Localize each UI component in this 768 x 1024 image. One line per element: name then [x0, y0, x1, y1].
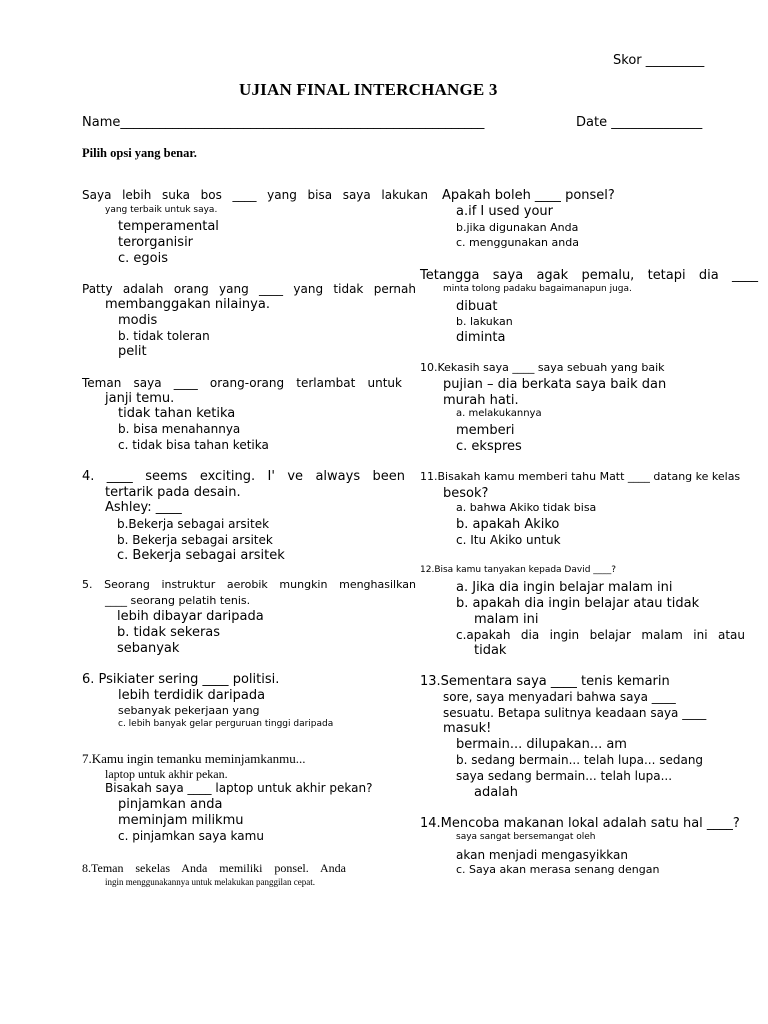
question-4-text: 4. ____ seems exciting. I' ve always been [82, 469, 405, 484]
question-5-option-b: b. tidak sekeras [117, 625, 221, 640]
question-3-option-c: c. tidak bisa tahan ketika [118, 438, 269, 452]
question-2-text: Patty adalah orang yang ____ yang tidak pernah [82, 282, 416, 296]
question-13-text: 13.Sementara saya ____ tenis kemarin [420, 674, 670, 689]
question-1-text: Saya lebih suka bos ____ yang bisa saya lakukan [82, 188, 428, 202]
question-9-option-a: dibuat [456, 299, 498, 314]
question-13-option-a: bermain... dilupakan... am [456, 737, 627, 752]
question-11-option-c: c. Itu Akiko untuk [456, 533, 561, 547]
question-3-option-b: b. bisa menahannya [118, 422, 241, 436]
question-12-option-b-cont: malam ini [474, 612, 539, 627]
question-3-text-cont: janji temu. [105, 391, 175, 406]
question-5-text-cont: ____ seorang pelatih tenis. [105, 594, 251, 607]
question-7-option-c: c. pinjamkan saya kamu [118, 829, 264, 843]
question-8-option-b: b.jika digunakan Anda [456, 221, 579, 234]
question-10-text-cont-2: murah hati. [443, 393, 519, 408]
question-4-speaker: Ashley: ____ [105, 500, 182, 515]
question-3-option-a: tidak tahan ketika [118, 406, 236, 421]
question-1-option-b: terorganisir [118, 235, 194, 250]
question-10-text: 10.Kekasih saya ____ saya sebuah yang baik [420, 361, 665, 374]
question-14-option-c: c. Saya akan merasa senang dengan [456, 863, 660, 876]
question-11-option-b: b. apakah Akiko [456, 517, 560, 532]
question-7-option-a: pinjamkan anda [118, 797, 223, 812]
question-11-text: 11.Bisakah kamu memberi tahu Matt ____ datang ke kelas [420, 470, 741, 483]
question-12-option-b: b. apakah dia ingin belajar atau tidak [456, 596, 700, 611]
question-1-option-c: c. egois [118, 251, 169, 266]
question-9-option-c: diminta [456, 330, 506, 345]
question-14-option-b: akan menjadi mengasyikkan [456, 848, 628, 862]
question-2-option-c: pelit [118, 344, 147, 359]
question-5-option-c: sebanyak [117, 641, 180, 656]
question-6-option-b: sebanyak pekerjaan yang [118, 704, 260, 717]
question-4-option-a: b.Bekerja sebagai arsitek [117, 517, 270, 531]
question-1-text-cont: yang terbaik untuk saya. [105, 205, 218, 215]
question-14-text: 14.Mencoba makanan lokal adalah satu hal ____? [420, 816, 740, 831]
question-9-option-b: b. lakukan [456, 315, 513, 328]
question-11-text-cont: besok? [443, 486, 489, 501]
score-label: Skor _________ [613, 53, 705, 68]
question-8-question: Apakah boleh ____ ponsel? [442, 188, 615, 203]
question-13-text-cont: sore, saya menyadari bahwa saya ____ [443, 690, 676, 704]
question-4-text-cont: tertarik pada desain. [105, 485, 241, 500]
question-12-option-a: a. Jika dia ingin belajar malam ini [456, 580, 673, 595]
question-7-question: Bisakah saya ____ laptop untuk akhir pekan? [105, 781, 373, 795]
question-13-option-b-cont: saya sedang bermain... telah lupa... [456, 769, 673, 783]
question-6-option-c: c. lebih banyak gelar perguruan tinggi daripada [118, 719, 334, 729]
question-2-option-b: b. tidak toleran [118, 329, 210, 343]
question-11-option-a: a. bahwa Akiko tidak bisa [456, 501, 597, 514]
question-5-option-a: lebih dibayar daripada [117, 609, 264, 624]
name-field-label: Name________________________________________________________ [82, 115, 485, 130]
question-7-option-b: meminjam milikmu [118, 813, 244, 828]
question-8-option-c: c. menggunakan anda [456, 236, 579, 249]
question-7-text: 7.Kamu ingin temanku meminjamkanmu... [82, 751, 306, 766]
question-9-text-cont: minta tolong padaku bagaimanapun juga. [443, 284, 632, 294]
question-10-option-a: a. melakukannya [456, 408, 542, 419]
question-5-text: 5. Seorang instruktur aerobik mungkin menghasilkan [82, 578, 416, 591]
question-14-option-a: saya sangat bersemangat oleh [456, 832, 596, 842]
question-8-text-cont: ingin menggunakannya untuk melakukan panggilan cepat. [105, 877, 315, 887]
question-9-text: Tetangga saya agak pemalu, tetapi dia ____ [420, 268, 758, 283]
question-13-text-cont-3: masuk! [443, 721, 492, 736]
question-10-option-c: c. ekspres [456, 439, 522, 454]
question-7-text-cont: laptop untuk akhir pekan. [105, 767, 228, 781]
question-10-option-b: memberi [456, 423, 515, 438]
question-12-option-c-cont: tidak [474, 643, 507, 658]
question-10-text-cont: pujian – dia berkata saya baik dan [443, 377, 667, 392]
question-13-option-c: adalah [474, 785, 519, 800]
question-4-option-c: c. Bekerja sebagai arsitek [117, 548, 285, 563]
question-6-option-a: lebih terdidik daripada [118, 688, 266, 703]
question-13-text-cont-2: sesuatu. Betapa sulitnya keadaan saya ____ [443, 706, 707, 720]
question-2-option-a: modis [118, 313, 158, 328]
question-12-option-c: c.apakah dia ingin belajar malam ini atau [456, 628, 745, 642]
instruction-text: Pilih opsi yang benar. [82, 146, 197, 160]
question-12-text: 12.Bisa kamu tanyakan kepada David ____? [420, 565, 617, 575]
question-2-text-cont: membanggakan nilainya. [105, 297, 270, 312]
question-6-text: 6. Psikiater sering ____ politisi. [82, 672, 280, 687]
question-8-option-a: a.if I used your [456, 204, 554, 219]
date-field-label: Date ______________ [576, 115, 703, 130]
question-4-option-b: b. Bekerja sebagai arsitek [117, 533, 273, 547]
page-title: UJIAN FINAL INTERCHANGE 3 [239, 80, 498, 99]
question-1-option-a: temperamental [118, 219, 219, 234]
question-8-text: 8.Teman sekelas Anda memiliki ponsel. Anda [82, 861, 346, 875]
question-13-option-b: b. sedang bermain... telah lupa... sedang [456, 753, 704, 767]
question-3-text: Teman saya ____ orang-orang terlambat untuk [82, 376, 402, 390]
